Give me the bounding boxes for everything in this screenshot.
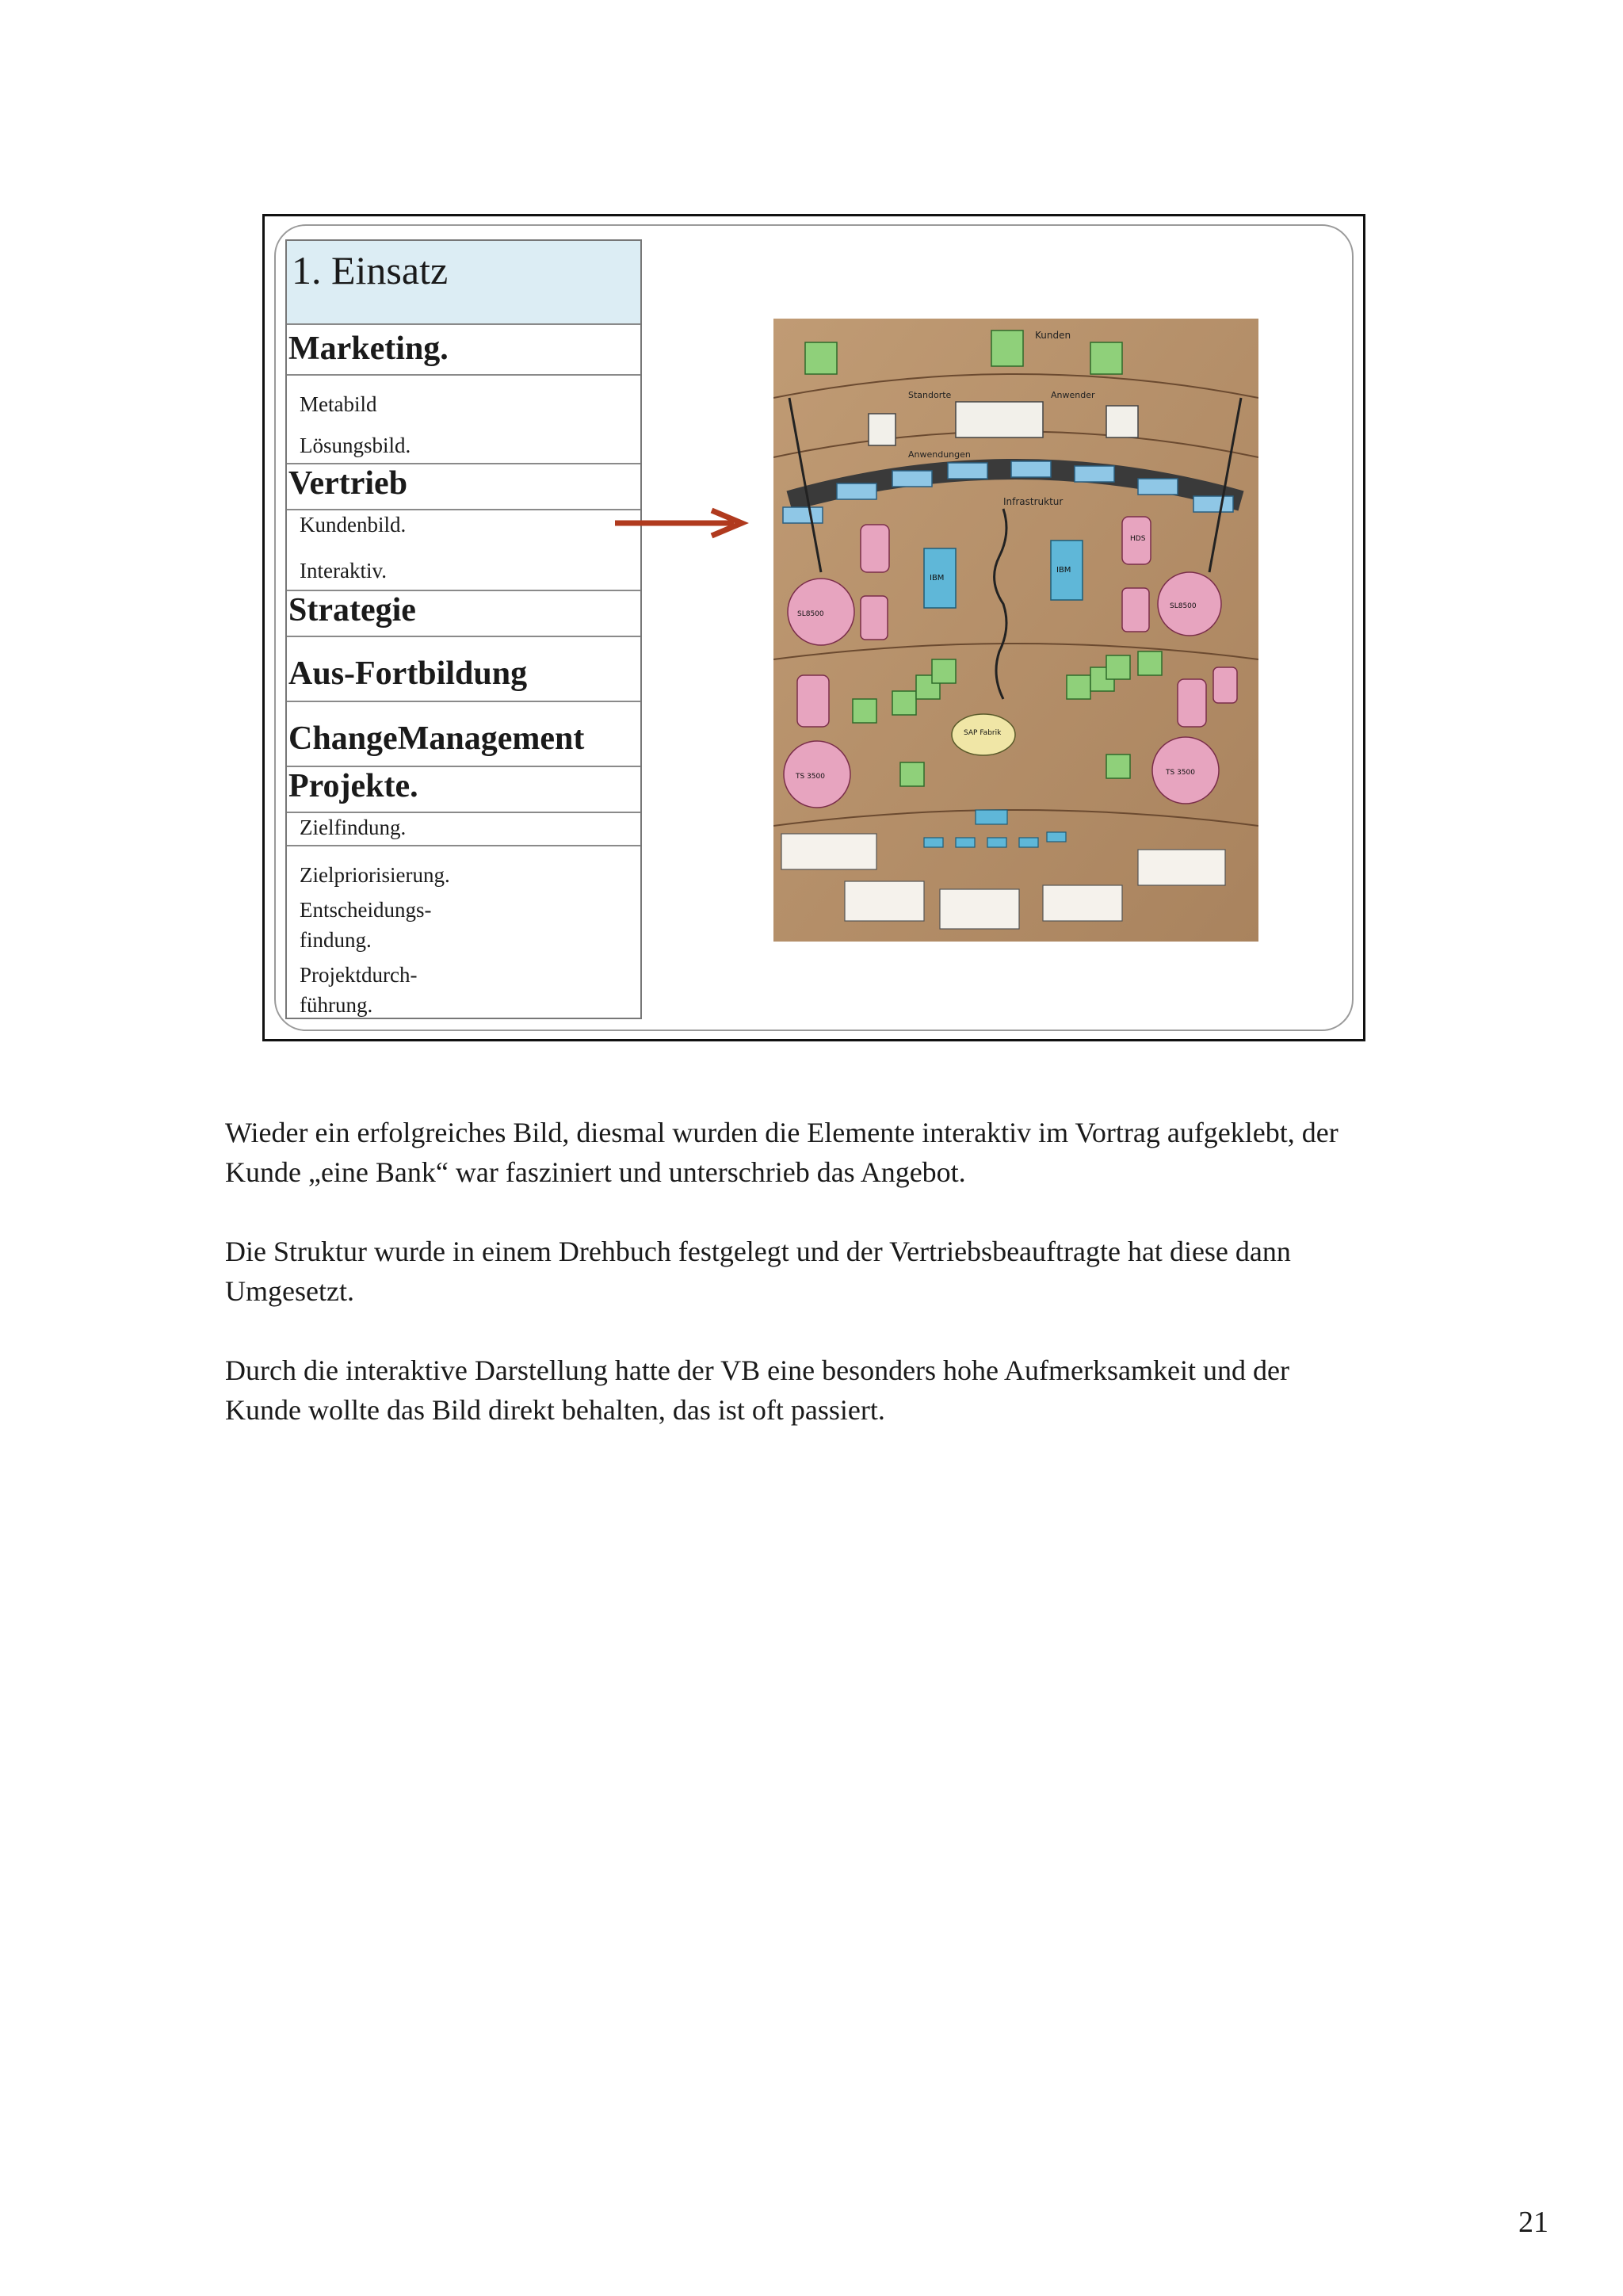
paragraph-1-line-1: Wieder ein erfolgreiches Bild, diesmal wurden die Elemente interaktiv im Vortrag aufgeklebt, der [225, 1117, 1338, 1148]
poster-infrastruktur: Infrastruktur [1003, 496, 1064, 507]
poster-kunden: Kunden [1035, 330, 1071, 341]
paragraph-2-line-2: Umgesetzt. [225, 1275, 354, 1307]
poster-hds: HDS [1130, 535, 1146, 543]
poster-sl8500-right: SL8500 [1170, 602, 1197, 610]
menu-zielpriorisierung: Zielpriorisierung. [287, 845, 640, 891]
menu-ausfortbildung: Aus-Fortbildung [287, 636, 640, 693]
paragraph-1-line-2: Kunde „eine Bank“ war fasziniert und unterschrieb das Angebot. [225, 1156, 966, 1188]
menu-metabild: Metabild [300, 392, 377, 416]
menu-entscheidungsfindung-1: Entscheidungs- [300, 898, 432, 922]
menu-interaktiv: Interaktiv. [300, 559, 387, 583]
menu-entscheidungsfindung-2: findung. [300, 928, 372, 952]
menu-projektdurchfuehrung-1: Projektdurch- [300, 963, 418, 987]
poster-ts3500-right: TS 3500 [1166, 769, 1195, 777]
paragraph-2-line-1: Die Struktur wurde in einem Drehbuch festgelegt und der Vertriebsbeauftragte hat diese dann [225, 1236, 1291, 1267]
arrow-icon [615, 507, 750, 539]
menu-projekte: Projekte. [287, 766, 640, 805]
menu-vertrieb: Vertrieb [287, 463, 640, 502]
poster-ibm-right: IBM [1056, 566, 1071, 575]
paragraph-3-line-1: Durch die interaktive Darstellung hatte der VB eine besonders hohe Aufmerksamkeit und der [225, 1354, 1289, 1386]
paragraph-3-line-2: Kunde wollte das Bild direkt behalten, das ist oft passiert. [225, 1394, 885, 1426]
poster-anwendungen: Anwendungen [908, 449, 971, 460]
poster-ts3500-left: TS 3500 [796, 773, 825, 781]
poster-anwender: Anwender [1051, 390, 1095, 400]
menu-marketing: Marketing. [288, 330, 449, 367]
poster-standorte: Standorte [908, 390, 952, 400]
menu-kundenbild: Kundenbild. [287, 509, 640, 541]
menu-loesungsbild: Lösungsbild. [300, 434, 411, 457]
menu-separator [287, 374, 640, 376]
poster-sl8500-left: SL8500 [797, 610, 824, 618]
menu-projektdurchfuehrung-2: führung. [300, 993, 373, 1017]
menu-title: 1. Einsatz [287, 241, 640, 325]
menu-strategie: Strategie [287, 590, 640, 629]
menu-zielfindung: Zielfindung. [287, 812, 640, 843]
agenda-menu [285, 239, 642, 1019]
poster-photo [773, 319, 1258, 942]
poster-ibm-left: IBM [930, 574, 945, 583]
page-number: 21 [1518, 2206, 1549, 2239]
menu-changemanagement: ChangeManagement [287, 701, 640, 758]
poster-sap: SAP Fabrik [964, 729, 1002, 737]
